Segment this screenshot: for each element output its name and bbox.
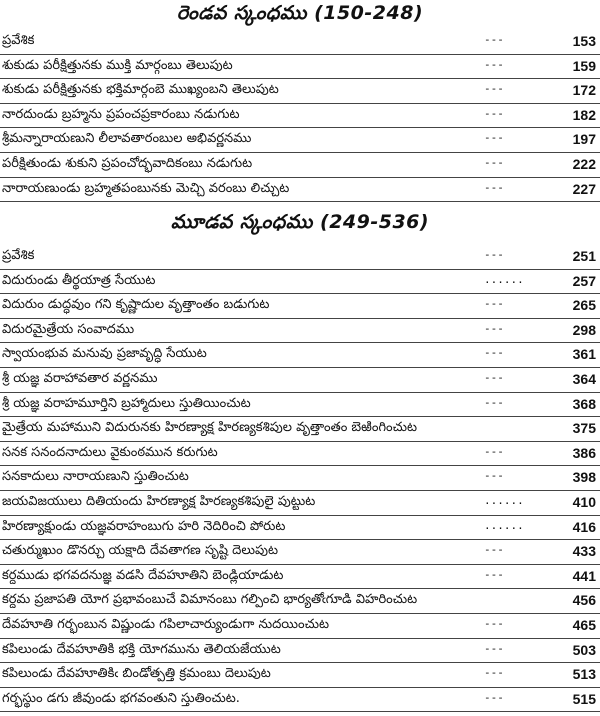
toc-entry: [0, 153, 600, 178]
entry-page: 456: [572, 592, 596, 609]
toc-entry: [0, 270, 600, 295]
entry-page: 441: [572, 567, 596, 584]
entry-title: నారదుండు బ్రహ్మను ప్రపంచప్రకారంబు నడుగుట: [2, 106, 240, 122]
toc-entry: [0, 565, 600, 590]
entry-leader: ---: [484, 690, 504, 704]
entry-page: 172: [572, 82, 596, 99]
section-heading: [0, 0, 600, 26]
entry-leader: ---: [484, 641, 504, 655]
entry-title: కర్దమ ప్రజాపతి యోగ ప్రభావంబుచే విమానంబు గల్పించి భార్యతోఁగూడి విహరించుట: [2, 592, 418, 608]
entry-title: నారాయణుండు బ్రహ్మతపంబునకు మెచ్చి వరంబు లిచ్చుట: [2, 180, 290, 196]
entry-page: 465: [572, 616, 596, 633]
entry-page: 265: [572, 297, 596, 314]
entry-title: శుకుడు పరీక్షిత్తునకు భక్తిమార్గంబె ముఖ్యంబని తెలుపుట: [2, 82, 279, 98]
entry-page: 503: [572, 641, 596, 658]
toc-entry: [0, 516, 600, 541]
section-title: మూడవ స్కంధము: [170, 211, 313, 233]
entry-page: 298: [572, 321, 596, 338]
entry-title: శుకుడు పరీక్షిత్తునకు ముక్తి మార్గంబు తెలుపుట: [2, 57, 233, 73]
entry-page: 361: [572, 346, 596, 363]
toc-entry: [0, 128, 600, 153]
entry-page: 433: [572, 543, 596, 560]
toc-entry: [0, 540, 600, 565]
entry-title: సనక సనందనాదులు వైకుంఠమున కరుగుట: [2, 444, 218, 460]
entry-title: గర్భస్థుం డగు జీవుండు భగవంతుని స్తుతించుట.: [2, 690, 240, 706]
entry-page: 368: [572, 395, 596, 412]
toc-entry: [0, 30, 600, 55]
entry-leader: ......: [484, 272, 524, 286]
entry-page: 153: [572, 33, 596, 49]
toc-entry: [0, 417, 600, 442]
entry-page: 364: [572, 370, 596, 387]
toc-entry: [0, 442, 600, 467]
entry-title: శ్రీ యజ్ఞ వరాహావతార వర్ణనము: [2, 370, 158, 386]
entry-page: 513: [572, 666, 596, 683]
entry-title: కపిలుండు దేవహూతికిఁ బిండోత్పత్తి క్రమంబు దెలుపుట: [2, 666, 271, 682]
toc-section-3: [0, 209, 600, 712]
entry-leader: ---: [484, 131, 504, 145]
toc-entry: [0, 688, 600, 713]
entry-page: 398: [572, 469, 596, 486]
toc-entry: [0, 368, 600, 393]
entry-page: 251: [572, 248, 596, 264]
entry-leader: ---: [484, 567, 504, 581]
entry-page: 197: [572, 131, 596, 148]
entry-page: 159: [572, 57, 596, 74]
toc-entry: [0, 55, 600, 80]
toc-entry: [0, 343, 600, 368]
entry-title: విదురమైత్రేయ సంవాదము: [2, 321, 135, 337]
entry-leader: ---: [484, 106, 504, 120]
toc-entry: [0, 466, 600, 491]
entry-title: శ్రీమన్నారాయణుని లీలావతారంబుల అభివర్ణనము: [2, 131, 252, 147]
entry-leader: ---: [484, 616, 504, 630]
entry-title: సనకాదులు నారాయణుని స్తుతించుట: [2, 469, 189, 485]
section-title: రెండవ స్కంధము: [176, 2, 307, 24]
section-range: (150-248): [314, 2, 424, 24]
entry-leader: ---: [484, 297, 504, 311]
entry-leader: ---: [484, 370, 504, 384]
entry-leader: ---: [484, 248, 504, 261]
entry-title: హిరణ్యాక్షుండు యజ్ఞవరాహంబుగు హరి నెదిరించి పోరుట: [2, 518, 286, 534]
entry-page: 386: [572, 444, 596, 461]
entry-title: దేవహూతి గర్భంబున విష్ణుండు గపిలాచార్యుండుగా నుదయించుట: [2, 616, 329, 632]
toc-entry: [0, 589, 600, 614]
toc-entry: [0, 319, 600, 344]
toc-entry: [0, 491, 600, 516]
entry-title: విదురుండు తీర్థయాత్ర సేయుట: [2, 272, 156, 288]
toc-entry: [0, 639, 600, 664]
entry-page: 222: [572, 155, 596, 172]
section-heading: [0, 209, 600, 235]
entry-page: 257: [572, 272, 596, 289]
entry-page: 410: [572, 493, 596, 510]
entry-leader: ......: [484, 493, 524, 507]
entry-title: జయవిజయులు దితియందు హిరణ్యాక్ష హిరణ్యకశిపులై పుట్టుట: [2, 493, 316, 509]
entry-leader: ---: [484, 543, 504, 557]
entry-leader: ---: [484, 346, 504, 360]
entry-leader: ---: [484, 180, 504, 194]
toc-entry: [0, 178, 600, 203]
entry-leader: ---: [484, 469, 504, 483]
entry-page: 515: [572, 690, 596, 707]
entry-leader: ---: [484, 444, 504, 458]
entry-title: చతుర్ముఖుం డొనర్చు యక్షాది దేవతాగణ సృష్టి దెలుపుట: [2, 543, 279, 559]
entry-leader: ---: [484, 82, 504, 96]
entry-leader: ......: [484, 518, 524, 532]
toc-entry: [0, 614, 600, 639]
toc-entry: [0, 104, 600, 129]
section-range: (249-536): [320, 211, 430, 233]
entry-title: కర్దముడు భగవదనుజ్ఞ వడసి దేవహూతిని బెండ్లియాడుట: [2, 567, 284, 583]
entry-title: పరీక్షితుండు శుకుని ప్రపంచోద్భవాదికంబు నడుగుట: [2, 155, 253, 171]
entry-title: ప్రవేశిక: [2, 248, 35, 263]
toc-entry: [0, 79, 600, 104]
entry-leader: ---: [484, 155, 504, 169]
entry-page: 182: [572, 106, 596, 123]
entry-title: ప్రవేశిక: [2, 33, 35, 48]
toc-entry: [0, 663, 600, 688]
entry-leader: ---: [484, 321, 504, 335]
toc-entry: [0, 294, 600, 319]
entry-title: కపిలుండు దేవహూతికి భక్తి యోగమును తెలియజేయుట: [2, 641, 281, 657]
toc-list: [0, 245, 600, 712]
entry-page: 375: [572, 420, 596, 437]
toc-section-2: [0, 0, 600, 202]
toc-entry: [0, 245, 600, 270]
entry-leader: ---: [484, 57, 504, 71]
toc-entry: [0, 393, 600, 418]
entry-title: స్వాయంభువ మనువు ప్రజావృద్ధి సేయుట: [2, 346, 207, 362]
entry-page: 227: [572, 180, 596, 197]
entry-page: 416: [572, 518, 596, 535]
entry-title: విదురుం డుద్ధవుం గని కృష్ణాదుల వృత్తాంతం బడుగుట: [2, 297, 270, 313]
entry-leader: ---: [484, 395, 504, 409]
entry-title: శ్రీ యజ్ఞ వరాహమూర్తిని బ్రహ్మాదులు స్తుతియించుట: [2, 395, 251, 411]
entry-title: మైత్రేయ మహాముని విదురునకు హిరణ్యాక్ష హిరణ్యకశిపుల వృత్తాంతం బెఱింగించుట: [2, 420, 418, 436]
entry-leader: ---: [484, 666, 504, 680]
entry-leader: ---: [484, 33, 504, 46]
toc-list: [0, 30, 600, 202]
